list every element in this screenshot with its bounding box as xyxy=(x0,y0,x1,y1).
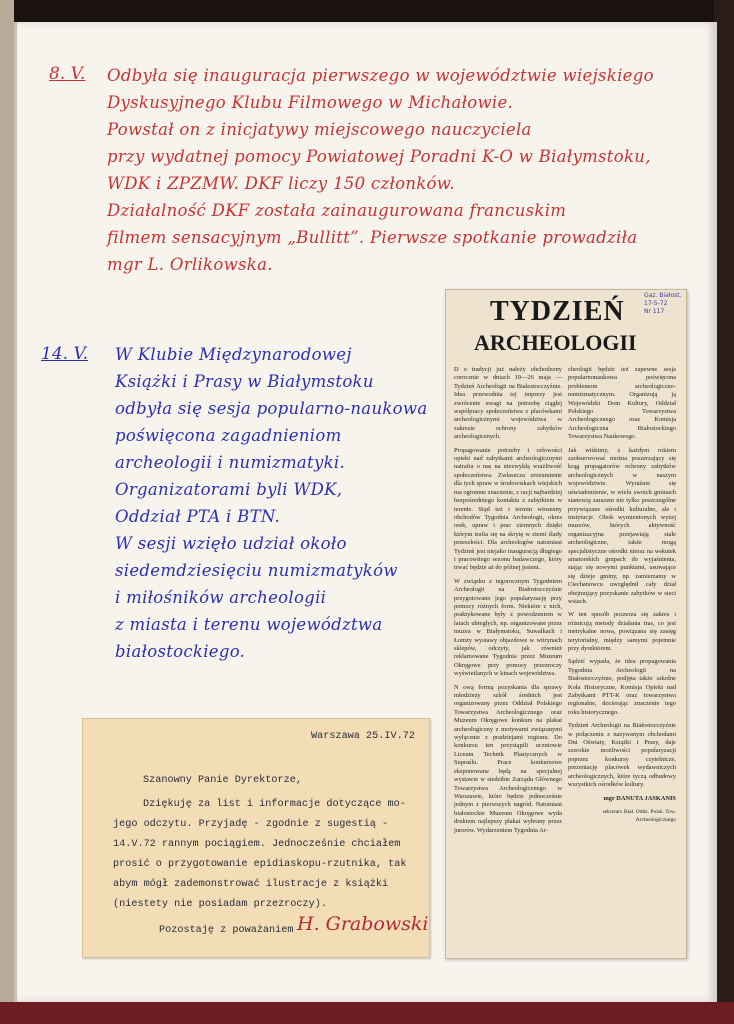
entry2-line: W Klubie Międzynarodowej xyxy=(115,345,352,364)
entry1-line: Odbyła się inauguracja pierwszego w województwie wiejskiego xyxy=(107,66,654,85)
entry2-line: Oddział PTA i BTN. xyxy=(115,507,281,526)
album-spine xyxy=(0,0,14,1024)
entry2-line: odbyła się sesja popularno-naukowa xyxy=(115,399,428,418)
clipping-paragraph: D o tradycji już należy obchodzony corocznie w dniach 19—26 maja — Tydzień Archeologii na Białostocczyźnie. Idea przewodnia tej imprezy jest zwrócenie uwagi na potrzebę ciągłej współpracy społeczeństwa z placówkami archeologicznymi województwa w zakresie ochrony zabytków archeologicznych. xyxy=(454,366,562,441)
letter-line: 14.V.72 rannym pociągiem. Jednocześnie chciałem xyxy=(113,839,401,850)
handwritten-signature: H. Grabowski xyxy=(297,913,429,935)
clipping-column-1 xyxy=(454,366,562,840)
clipping-title: TYDZIEŃ xyxy=(490,296,625,327)
entry1-line: mgr L. Orlikowska. xyxy=(107,255,273,274)
letter-line: Dziękuję za list i informacje dotyczące mo- xyxy=(143,799,406,810)
clipping-column-2 xyxy=(568,366,676,830)
clipping-paragraph: Propagowanie potrzeby i celowości opieki nad zabytkami archeologicznymi natrafia o nas na niezwykłą wrażliwość społeczeństwa. Zwłaszcza zrozumienie dla tych spraw w środowiskach wiejskich ma ogromne znaczenie, z racji najbardziej bezpośredniego kontaktu z zabytkiem w terenie. Stąd też i termin wiosenny obchodów Tygodnia Archeologii, okres orek, upraw i prac ziemnych dzięki którym trafia się na skrytę w ziemi ślady przeszłości. Dla archeologów natomiast Tydzień jest niejako inauguracją długiego i pracowitego sezonu badawczego, który trwać będzie aż do późnej jesieni. xyxy=(454,446,562,572)
clipping-paragraph: N ową formą pozyskania dla sprawy młodzieży szkół średnich jest organizowany przez Oddział Polskiego Towarzystwa Archeologicznego oraz Muzeum Okręgowe konkurs na plakat archeologiczny z motywami związanymi wyłącznie z pradziejami regionu. Do konkursu ten przystąpili uczniowie Liceum Technik Plastycznych w Supraślu. Prace konkursowe eksponowane będą na specjalnej wystawie w siedzibie Zarządu Głównego Towarzystwa Archeologicznego w Warszawie, które będzie jednocześnie jednym z pierwszych nagród. Natomiast białostockie Muzeum Okręgowe wyda drukiem najlepszy plakat wybrany przez jurorów. Wydarzeniem Tygodnia Ar- xyxy=(454,683,562,834)
album-cover-edge xyxy=(714,0,734,1024)
entry2-line: Organizatorami byli WDK, xyxy=(115,480,343,499)
entry2-line: i miłośników archeologii xyxy=(115,588,327,607)
entry1-line: Dyskusyjnego Klubu Filmowego w Michałowie. xyxy=(107,93,514,112)
letter-salutation: Szanowny Panie Dyrektorze, xyxy=(143,775,302,786)
clipping-subtitle: ARCHEOLOGII xyxy=(474,330,637,355)
typed-letter xyxy=(82,718,430,958)
letter-line: (niestety nie posiadam przezroczy). xyxy=(113,899,327,910)
newspaper-clipping xyxy=(445,289,687,959)
clipping-paragraph: Tydzień Archeologii na Białostocczyźnie w połączeniu z nazywanym obchodami Dni Oświaty, Książki i Prasy, daje szerokie możliwości popularyzacji poprzez konkursy czytelnicze, prezentację placówek wydawniczych archeologicznych, które tyczą odbudowy wszystkich ośrodków kultury. xyxy=(568,722,676,789)
entry1-line: Powstał on z inicjatywy miejscowego nauczyciela xyxy=(107,120,532,139)
entry1-date: 8. V. xyxy=(49,64,86,84)
entry2-line: siedemdziesięciu numizmatyków xyxy=(115,561,398,580)
entry2-line: archeologii i numizmatyki. xyxy=(115,453,346,472)
clipping-paragraph: W związku z tegorocznym Tygodniem Archeologii na Białostocczyźnie przygotowano jego popularyzację przy pomocy różnych form. Niektóre z nich, praktykowane były z powodzeniem w latach ubiegłych, np. organizowane przez muzea w Białymstoku, Suwałkach i Łomży wystawy objazdowe w witrynach sklepów, odczyty, jak również reklamowane Tygodnia przez Muzeum Okręgowe przy pomocy przezroczy wyświetlanych w kinach województwa. xyxy=(454,577,562,678)
entry2-line: poświęcona zagadnieniom xyxy=(115,426,342,445)
letter-line: prosić o przygotowanie epidiaskopu-rzutnika, tak xyxy=(113,859,407,870)
clipping-paragraph: cheologii będzie też zapewne sesja popularnonaukowa poświęcona problemom archeologiczno-numizmatycznym. Organizują ją Wojewódzki Dom Kultury, Oddział Polskiego Towarzystwa Archeologicznego oraz Komisja Archeologiczna Białostockiego Towarzystwa Naukowego. xyxy=(568,366,676,441)
entry2-line: białostockiego. xyxy=(115,642,246,661)
letter-line: abym mógł zademonstrować ilustracje z książki xyxy=(113,879,389,890)
letter-closing: Pozostaję z poważaniem xyxy=(159,925,294,936)
clipping-paragraph: W ten sposób poszerza się zakres i różnicują metody działania tras, co jest metrykalne nowa, powiązana się zasięg terytorialny, między samymi pojemnie przy dyrektorem. xyxy=(568,611,676,652)
letter-place-date: Warszawa 25.IV.72 xyxy=(311,731,415,742)
clipping-paragraph: Jak widzimy, z każdym rokiem zaobserwować można poszerzający się krąg propagatorów ochrony zabytków archeologicznych w naszym województwie. Wyraźnie się uświadomienie, w wielu swoich gminach stanowią zarazem nie tylko poszczególne przywiązane ośrodki kulturalne, ale i instytucje. Obok wymienionych wyżej muzeów, których aktywność organizacyjna przejawiają stale archeologiczne, także mogą specjalistyczne ośrodki nieraz na wskutek amatorskich grupach do wyjaśnienia, stając się nowymi punktami, usuwające się dzieje gminy, np. zamierzamy w Ciechanowcu uwzględnił cały dział obejmujący pozyskanie zabytków w sieci wsiach. xyxy=(568,446,676,605)
entry1-line: przy wydatnej pomocy Powiatowej Poradni K-O w Białymstoku, xyxy=(107,147,651,166)
entry2-line: W sesji wzięło udział około xyxy=(115,534,347,553)
clipping-stamp: Gaz. Białost. 17-5-72 Nr 117 xyxy=(644,292,682,315)
entry1-line: Działalność DKF została zainaugurowana francuskim xyxy=(107,201,567,220)
clipping-paragraph: Sądzić wypada, że idea propagowania Tygodnia Archeologii na Białostocczyźnie, podjęta także szkolne Koła Historyczne, Komisja Opieki nad Zabytkami PTT-K oraz towarzystwa regionalne, docierając znaczenie tego roku historycznego. xyxy=(568,658,676,716)
entry1-line: WDK i ZPZMW. DKF liczy 150 członków. xyxy=(107,174,455,193)
letter-line: jego odczytu. Przyjadę - zgodnie z sugestią - xyxy=(113,819,389,830)
album-cover-bottom xyxy=(0,1002,734,1024)
entry2-line: z miasta i terenu województwa xyxy=(115,615,383,634)
entry1-line: filmem sensacyjnym „Bullitt”. Pierwsze spotkanie prowadziła xyxy=(107,228,638,247)
entry2-date: 14. V. xyxy=(41,344,89,364)
entry2-line: Książki i Prasy w Białymstoku xyxy=(115,372,374,391)
clipping-author: mgr DANUTA JASKANIS xyxy=(603,794,676,802)
clipping-author-title: sekretarz Biał. Oddz. Polsk. Tow. Archeologicznego xyxy=(602,808,676,824)
